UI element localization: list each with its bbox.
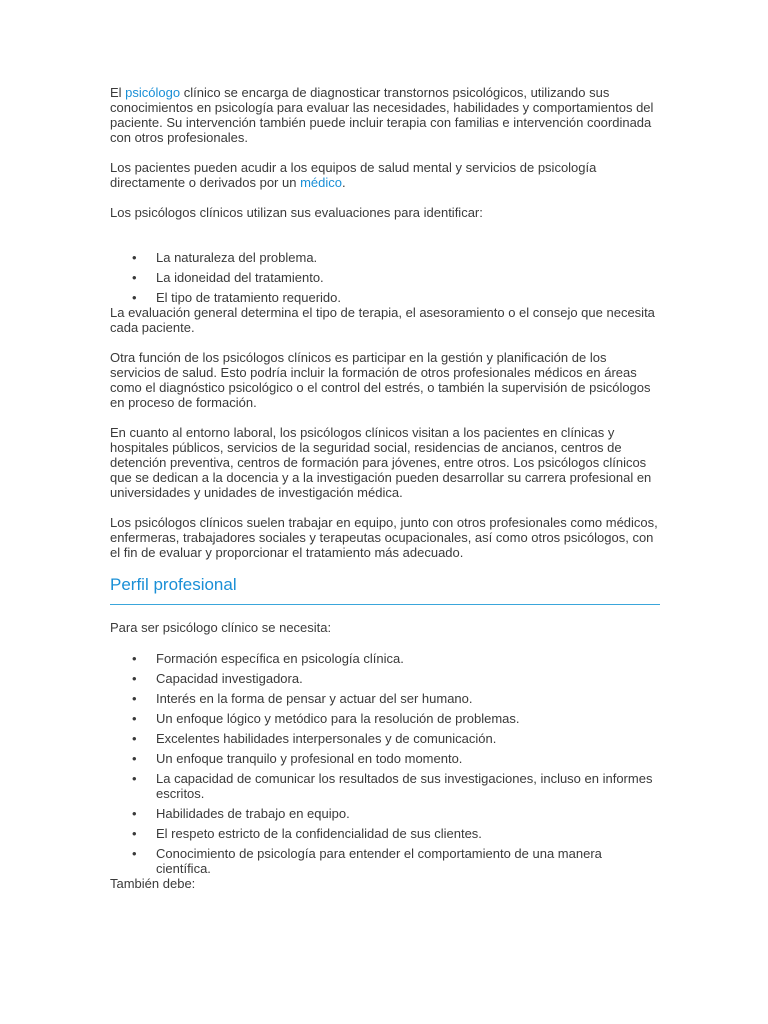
- patients-suffix: .: [341, 175, 346, 190]
- section-heading-perfil: Perfil profesional: [110, 575, 660, 605]
- list-item: • Capacidad investigadora.: [110, 671, 660, 686]
- intro-paragraph: [110, 85, 660, 145]
- list-item: • El respeto estricto de la confidencialidad de sus clientes.: [110, 826, 660, 841]
- list-item: • Un enfoque lógico y metódico para la resolución de problemas.: [110, 711, 660, 726]
- document-body: [110, 85, 660, 891]
- list-item: • El tipo de tratamiento requerido.: [110, 290, 660, 305]
- medico-link[interactable]: médico: [300, 175, 342, 190]
- identify-list: [110, 250, 660, 305]
- list-item: • Formación específica en psicología clínica.: [110, 651, 660, 666]
- list-item: • La capacidad de comunicar los resultados de sus investigaciones, incluso en informes escritos.: [110, 771, 660, 801]
- requirements-paragraph: Para ser psicólogo clínico se necesita:: [110, 620, 332, 635]
- intro-text: clínico se encarga de diagnosticar transtornos psicológicos, utilizando sus conocimientos en psicología para evaluar las necesidades, habilidades y comportamientos del paciente. Su intervención también puede incluir terapia con familias e intervención coordinada con otros profesionales.: [110, 85, 654, 145]
- list-item: • La idoneidad del tratamiento.: [110, 270, 660, 285]
- requirements-list: [110, 651, 660, 876]
- patients-paragraph: [110, 160, 660, 190]
- work-environment-paragraph: En cuanto al entorno laboral, los psicólogos clínicos visitan a los pacientes en clínicas y hospitales públicos, servicios de la seguridad social, residencias de ancianos, centros de detención preventiva, centros de formación para jóvenes, entre otros. Los psicólogos clínicos que se dedican a la docencia y a la investigación pueden desarrollar su carrera profesional en universidades y unidades de investigación médica.: [110, 425, 652, 500]
- list-item: • Habilidades de trabajo en equipo.: [110, 806, 660, 821]
- patients-text: Los pacientes pueden acudir a los equipos de salud mental y servicios de psicología directamente o derivados por un: [110, 160, 597, 190]
- list-item: • Un enfoque tranquilo y profesional en todo momento.: [110, 751, 660, 766]
- evaluations-paragraph: Los psicólogos clínicos utilizan sus evaluaciones para identificar:: [110, 205, 483, 220]
- list-item: • La naturaleza del problema.: [110, 250, 660, 265]
- list-item: • Interés en la forma de pensar y actuar del ser humano.: [110, 691, 660, 706]
- intro-prefix: El: [110, 85, 126, 100]
- list-item: • Conocimiento de psicología para entender el comportamiento de una manera científica.: [110, 846, 660, 876]
- psicologo-link[interactable]: psicólogo: [125, 85, 181, 100]
- teamwork-paragraph: Los psicólogos clínicos suelen trabajar en equipo, junto con otros profesionales como médicos, enfermeras, trabajadores sociales y terapeutas ocupacionales, así como otros psicólogos, con el fin de evaluar y proporcionar el tratamiento más adecuado.: [110, 515, 658, 560]
- also-must-paragraph: También debe:: [110, 876, 196, 891]
- list-item: • Excelentes habilidades interpersonales y de comunicación.: [110, 731, 660, 746]
- management-paragraph: Otra función de los psicólogos clínicos es participar en la gestión y planificación de los servicios de salud. Esto podría incluir la formación de otros profesionales médicos en áreas como el diagnóstico psicológico o el control del estrés, o también la supervisión de psicólogos en proceso de formación.: [110, 350, 651, 410]
- general-evaluation-paragraph: La evaluación general determina el tipo de terapia, el asesoramiento o el consejo que necesita cada paciente.: [110, 305, 655, 335]
